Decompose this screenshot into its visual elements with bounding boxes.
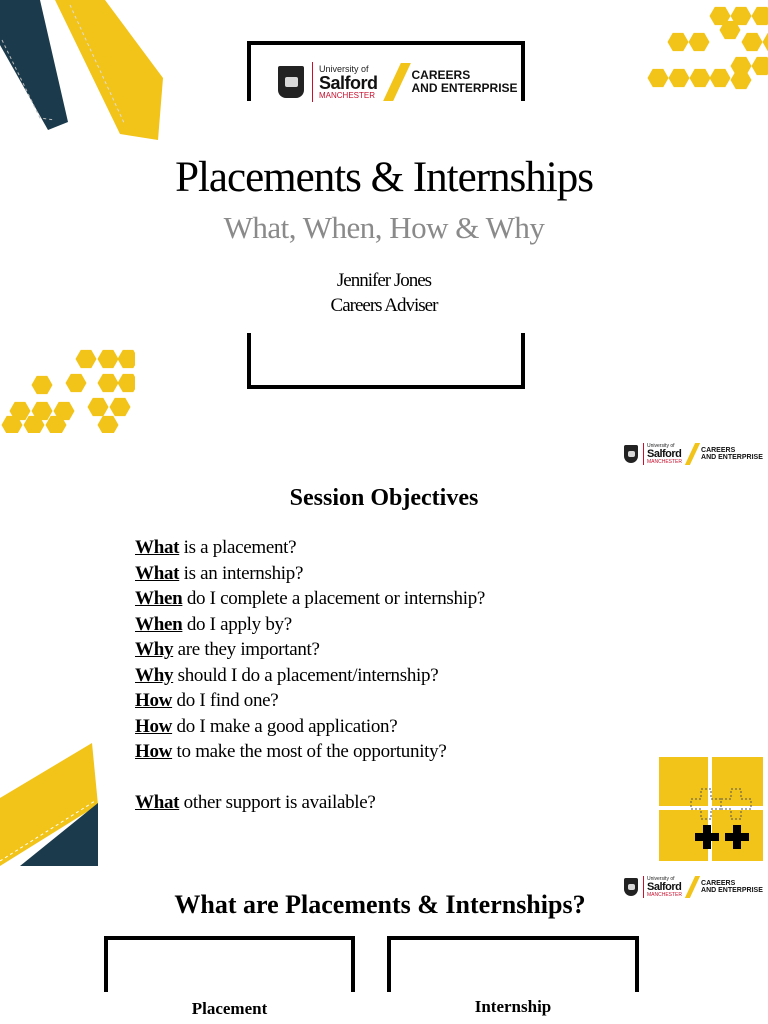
- internship-label: Internship: [474, 997, 552, 1016]
- logo-careers: CAREERS: [411, 68, 471, 83]
- objective-item: [135, 586, 485, 612]
- corner-stripes-decoration: [0, 743, 105, 866]
- objective-keyword: Why: [135, 639, 174, 660]
- logo-university-line: University of: [319, 63, 369, 74]
- objectives-slide: [0, 433, 768, 866]
- objective-keyword: What: [135, 562, 180, 584]
- objective-text: do I find one?: [172, 690, 279, 711]
- hexagon-shape: [742, 33, 763, 51]
- hexagon-shape: [669, 69, 690, 87]
- hexagon-shape: [118, 374, 136, 392]
- objective-item: [135, 688, 485, 714]
- objective-keyword: What: [135, 792, 180, 813]
- hexagon-cluster-decoration: [0, 345, 135, 433]
- objective-item: [135, 790, 485, 816]
- crest-icon: [278, 66, 304, 98]
- hexagon-shape: [731, 71, 752, 89]
- hexagon-shape: [689, 33, 710, 51]
- presenter-role: Careers Adviser: [330, 295, 438, 316]
- objective-item: [135, 561, 485, 587]
- corner-stripes-decoration: [0, 0, 170, 145]
- objective-text: do I complete a placement or internship?: [182, 588, 486, 609]
- hexagon-shape: [752, 57, 768, 75]
- objective-keyword: How: [135, 741, 173, 762]
- hexagon-shape: [763, 33, 768, 51]
- hexagon-cluster-decoration: [640, 0, 768, 95]
- objective-keyword: Why: [135, 664, 174, 686]
- hexagon-shape: [668, 33, 689, 51]
- university-logo-small: University of Salford MANCHESTER CAREERS AND ENTERPRISE: [624, 443, 763, 465]
- title-frame-bottom: [247, 333, 525, 389]
- objective-item: [135, 612, 485, 638]
- objective-text: to make the most of the opportunity?: [172, 741, 447, 762]
- objective-text: are they important?: [173, 639, 320, 660]
- objectives-list: [135, 535, 485, 816]
- objective-keyword: What: [135, 537, 180, 558]
- section-title: Session Objectives: [289, 485, 479, 511]
- objective-keyword: When: [135, 588, 183, 609]
- objective-text: is a placement?: [179, 537, 297, 558]
- objective-keyword: How: [135, 715, 173, 737]
- objective-text: other support is available?: [179, 792, 376, 813]
- logo-slash-icon: [383, 63, 411, 101]
- hexagon-shape: [98, 350, 119, 368]
- hexagon-shape: [76, 350, 97, 368]
- hexagon-shape: [88, 398, 109, 416]
- objective-item: [135, 637, 485, 663]
- objective-keyword: How: [135, 690, 173, 711]
- plus-tile-decoration: [659, 757, 763, 861]
- hexagon-shape: [690, 69, 711, 87]
- objective-text: do I apply by?: [182, 613, 292, 635]
- hexagon-shape: [648, 69, 669, 87]
- objective-text: do I make a good application?: [172, 715, 398, 737]
- objective-text: is an internship?: [179, 562, 304, 584]
- university-logo: [278, 62, 518, 102]
- section-title: What are Placements & Internships?: [174, 890, 586, 919]
- hexagon-shape: [710, 69, 731, 87]
- objective-item: [135, 714, 485, 740]
- title-slide: [0, 0, 768, 433]
- hexagon-shape: [66, 374, 87, 392]
- logo-university-name: Salford: [319, 72, 378, 93]
- presenter-name: Jennifer Jones: [336, 270, 432, 291]
- page-title: Placements & Internships: [175, 154, 593, 201]
- objective-item: [135, 739, 485, 765]
- logo-slash-icon: [685, 443, 700, 465]
- internship-frame: [387, 936, 639, 992]
- hexagon-shape: [98, 374, 119, 392]
- logo-university-city: MANCHESTER: [319, 90, 376, 100]
- hexagon-shape: [32, 376, 53, 394]
- logo-enterprise: AND ENTERPRISE: [411, 81, 518, 95]
- objective-item: [135, 535, 485, 561]
- objective-text: should I do a placement/internship?: [173, 664, 439, 686]
- presenter-block: [0, 268, 768, 318]
- hexagon-shape: [110, 398, 131, 416]
- hexagon-shape: [98, 416, 119, 433]
- definitions-slide: [0, 866, 768, 1024]
- crest-icon: [624, 445, 638, 463]
- placement-label: Placement: [191, 999, 268, 1018]
- placement-frame: [104, 936, 355, 992]
- university-logo-small: University of Salford MANCHESTER CAREERS AND ENTERPRISE: [624, 876, 763, 898]
- hexagon-shape: [752, 7, 768, 25]
- page-subtitle: What, When, How & Why: [223, 210, 545, 245]
- hexagon-shape: [118, 350, 136, 368]
- objective-item: [135, 663, 485, 689]
- objective-keyword: When: [135, 613, 183, 635]
